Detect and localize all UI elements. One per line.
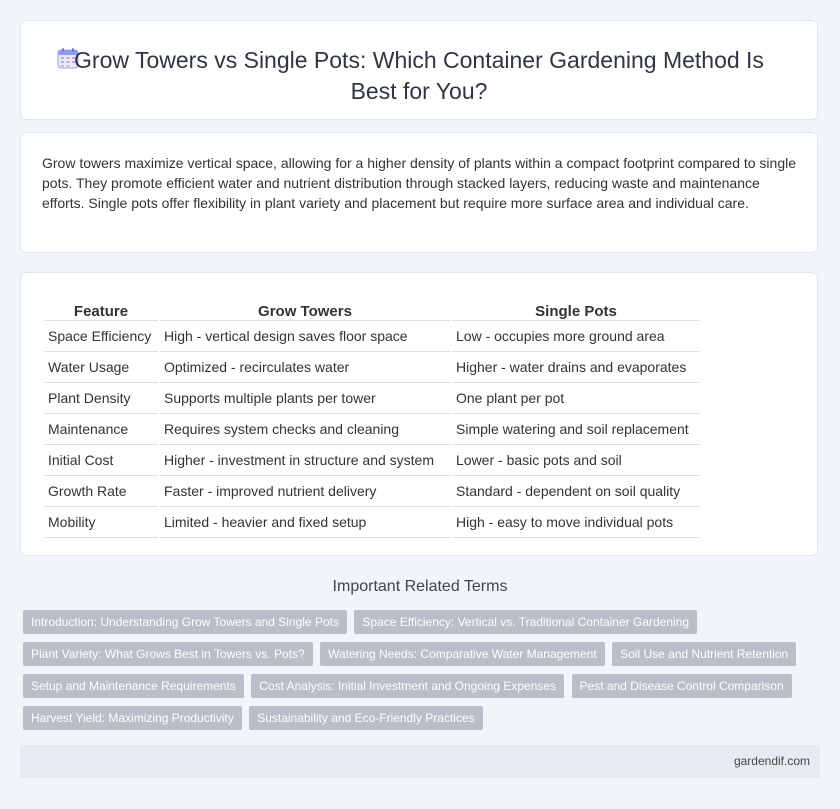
related-term-tag[interactable]: Introduction: Understanding Grow Towers and Single Pots xyxy=(23,610,347,634)
table-cell: Maintenance xyxy=(44,414,158,445)
column-header-feature: Feature xyxy=(44,293,158,321)
column-header-single-pots: Single Pots xyxy=(452,293,700,321)
page-title: Grow Towers vs Single Pots: Which Container Gardening Method Is Best for You? xyxy=(74,47,764,104)
comparison-card xyxy=(20,272,818,556)
table-cell: Water Usage xyxy=(44,352,158,383)
comparison-table xyxy=(42,293,702,538)
column-header-grow-towers: Grow Towers xyxy=(160,293,450,321)
footer-site-link[interactable]: gardendif.com xyxy=(733,754,810,768)
table-cell: Higher - investment in structure and system xyxy=(160,445,450,476)
table-cell: One plant per pot xyxy=(452,383,700,414)
table-cell: Standard - dependent on soil quality xyxy=(452,476,700,507)
related-terms-heading: Important Related Terms xyxy=(332,578,508,595)
related-term-tag[interactable]: Setup and Maintenance Requirements xyxy=(23,674,244,698)
related-term-tag[interactable]: Space Efficiency: Vertical vs. Traditional Container Gardening xyxy=(354,610,697,634)
table-cell: Plant Density xyxy=(44,383,158,414)
table-cell: Mobility xyxy=(44,507,158,538)
table-cell: Requires system checks and cleaning xyxy=(160,414,450,445)
related-term-tag[interactable]: Pest and Disease Control Comparison xyxy=(572,674,792,698)
related-terms-list xyxy=(23,610,803,738)
footer xyxy=(20,745,820,778)
table-cell: Simple watering and soil replacement xyxy=(452,414,700,445)
table-cell: Space Efficiency xyxy=(44,321,158,352)
table-row xyxy=(44,507,700,538)
related-term-tag[interactable]: Watering Needs: Comparative Water Management xyxy=(320,642,605,666)
table-header-row xyxy=(44,293,700,321)
table-cell: Initial Cost xyxy=(44,445,158,476)
table-row xyxy=(44,383,700,414)
header-card xyxy=(20,20,818,120)
table-cell: Limited - heavier and fixed setup xyxy=(160,507,450,538)
table-row xyxy=(44,321,700,352)
table-row xyxy=(44,414,700,445)
table-row xyxy=(44,352,700,383)
intro-card xyxy=(20,132,818,253)
table-cell: Supports multiple plants per tower xyxy=(160,383,450,414)
related-term-tag[interactable]: Sustainability and Eco-Friendly Practices xyxy=(249,706,482,730)
table-cell: Higher - water drains and evaporates xyxy=(452,352,700,383)
table-cell: Faster - improved nutrient delivery xyxy=(160,476,450,507)
table-cell: Lower - basic pots and soil xyxy=(452,445,700,476)
table-cell: Low - occupies more ground area xyxy=(452,321,700,352)
intro-paragraph: Grow towers maximize vertical space, allowing for a higher density of plants within a compact footprint compared to single pots. They promote efficient water and nutrient distribution through stacked layers, reducing waste and maintenance efforts. Single pots offer flexibility in plant variety and placement but require more surface area and individual care. xyxy=(42,155,797,211)
related-term-tag[interactable]: Plant Variety: What Grows Best in Towers vs. Pots? xyxy=(23,642,313,666)
table-cell: High - easy to move individual pots xyxy=(452,507,700,538)
related-term-tag[interactable]: Cost Analysis: Initial Investment and Ongoing Expenses xyxy=(251,674,564,698)
table-row xyxy=(44,445,700,476)
related-term-tag[interactable]: Harvest Yield: Maximizing Productivity xyxy=(23,706,242,730)
table-row xyxy=(44,476,700,507)
related-term-tag[interactable]: Soil Use and Nutrient Retention xyxy=(612,642,796,666)
table-cell: Optimized - recirculates water xyxy=(160,352,450,383)
table-cell: Growth Rate xyxy=(44,476,158,507)
table-cell: High - vertical design saves floor space xyxy=(160,321,450,352)
